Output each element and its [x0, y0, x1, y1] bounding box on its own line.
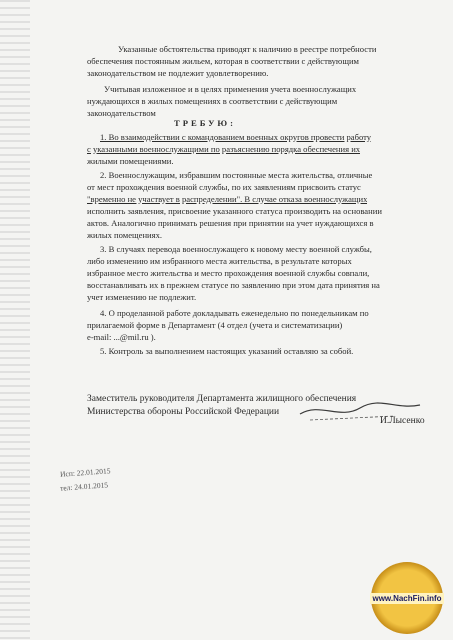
text-line: 2. Военнослужащим, избравшим постоянные места жительства, отличные [100, 170, 373, 180]
text-line: 4. О проделанной работе докладывать еженедельно по понедельникам по [100, 308, 369, 318]
text-line: Учитывая изложенное и в целях применения учета военнослужащих [104, 84, 357, 94]
text-line: 1. Во взаимодействии с командованием военных округов провести работу [100, 132, 372, 142]
text-line: от мест прохождения военной службы, по их заявлениям присвоить статус [87, 182, 361, 192]
signer-title-line2: Министерства обороны Российской Федерации [87, 407, 280, 417]
text-line: e-mail: ...@mil.ru ). [87, 332, 156, 342]
text-line: "временно не участвует в распределении". В случае отказа военнослужащих [87, 194, 368, 204]
text-line: обеспечения постоянным жильем, которая в соответствии с действующим [87, 56, 359, 66]
text-line: 3. В случаях перевода военнослужащего к новому месту военной службы, [100, 244, 372, 254]
signer-name: И.Лысенко [380, 416, 425, 426]
registration-line1: Исп: 22.01.2015 [59, 466, 111, 479]
registration-line2: тел: 24.01.2015 [59, 480, 109, 493]
text-line: нуждающихся в жилых помещениях в соответствии с действующим [87, 96, 338, 106]
text-line: законодательством [87, 108, 156, 118]
text-line: учет изменению не подлежит. [87, 292, 197, 302]
nachfin-watermark-logo [371, 562, 443, 634]
signer-title-line1: Заместитель руководителя Департамента жилищного обеспечения [87, 394, 357, 404]
text-line: восстанавливать их в прежнем статусе по заявлению при этом дата принятия на [87, 280, 380, 290]
text-line: Указанные обстоятельства приводят к наличию в реестре потребности [118, 44, 377, 54]
text-line: законодательством не подлежит удовлетворению. [87, 68, 269, 78]
heading-trebuyu: ТРЕБУЮ: [174, 118, 236, 128]
text-line: прилагаемой форме в Департамент (4 отдел (учета и систематизации) [87, 320, 343, 330]
text-line: либо изменению им избранного места жительства, в результате которых [87, 256, 352, 266]
text-line: актов. Аналогично принимать решения при принятии на учет нуждающихся в [87, 218, 374, 228]
text-line: 5. Контроль за выполнением настоящих указаний оставляю за собой. [100, 346, 354, 356]
text-line: избранное место жительства и место прохождения военной службы совпали, [87, 268, 370, 278]
text-line: с указанными военнослужащими по разъяснению порядка обеспечения их [87, 144, 361, 154]
text-line: исполнить заявления, присвоение указанного статуса производить на основании [87, 206, 382, 216]
text-line: жилых помещениях. [87, 230, 163, 240]
watermark-text: www.NachFin.info [372, 593, 442, 603]
text-line: жилыми помещениями. [87, 156, 174, 166]
